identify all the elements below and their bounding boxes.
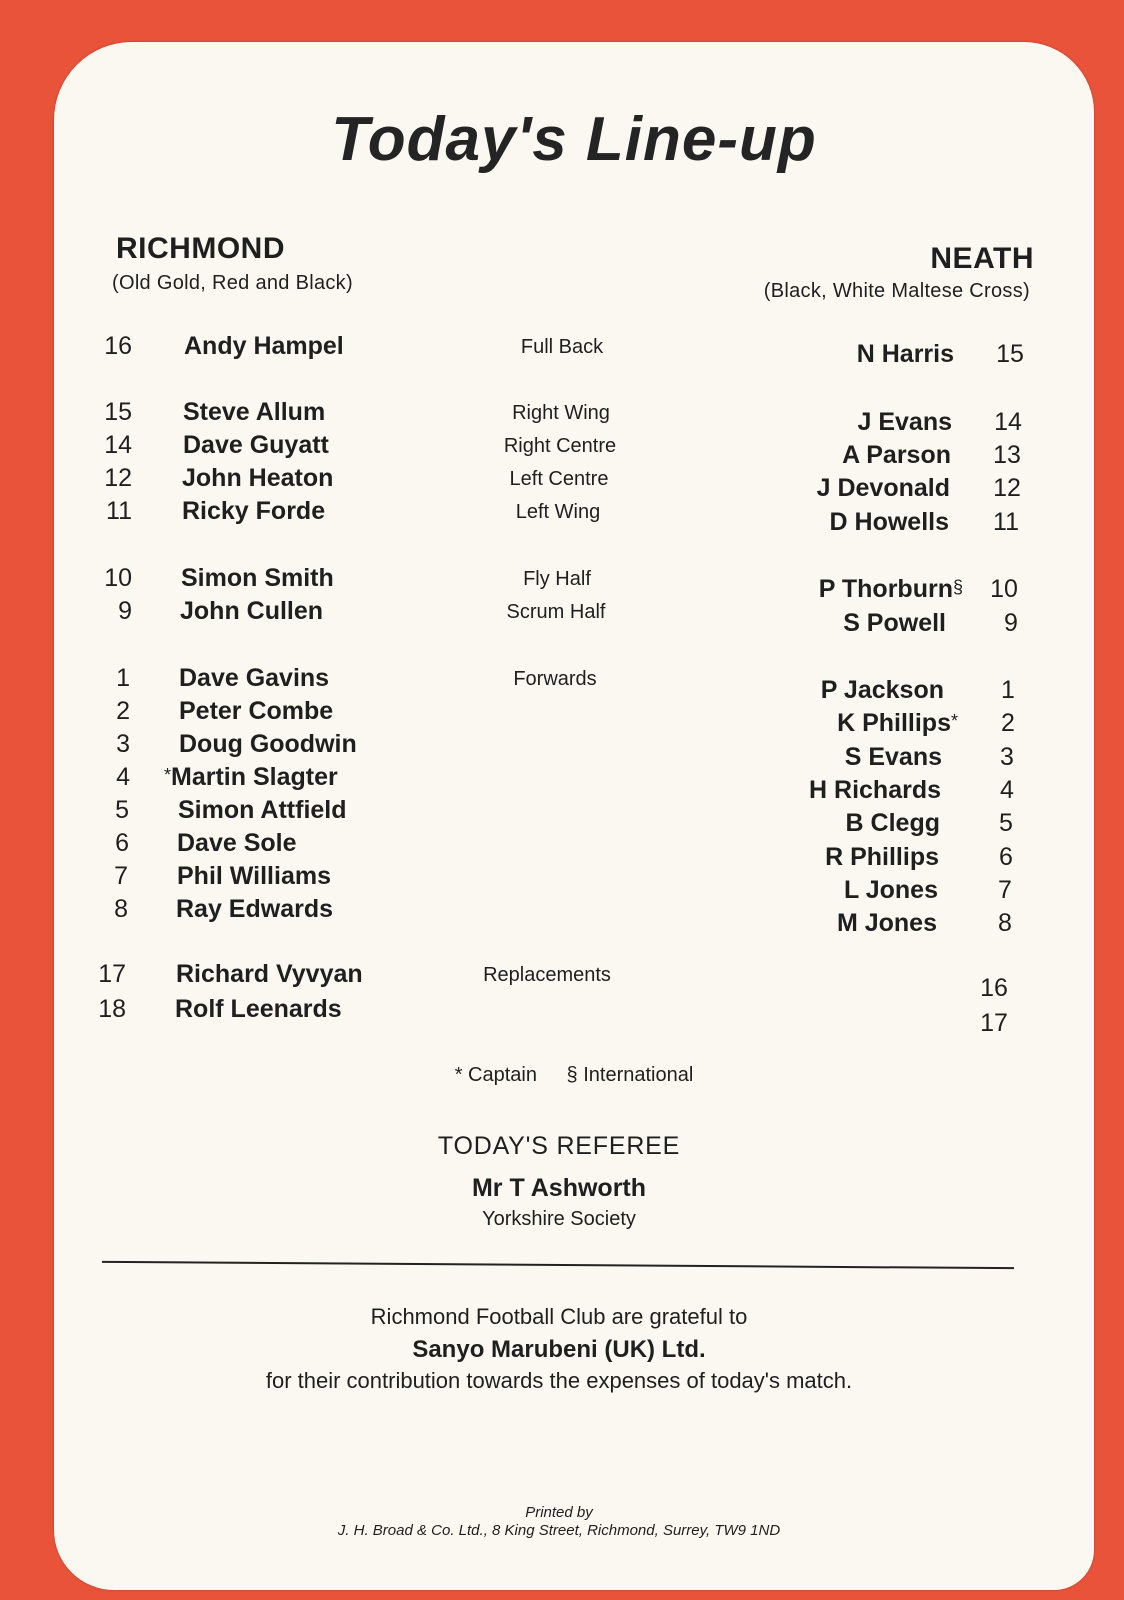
- printer-label: Printed by: [525, 1504, 593, 1521]
- lineup-row: [54, 862, 1094, 904]
- position-label: Replacements: [483, 964, 611, 986]
- sponsor-line-1: Richmond Football Club are grateful to: [370, 1304, 748, 1329]
- home-team-colours: (Old Gold, Red and Black): [112, 272, 353, 294]
- referee-name: Mr T Ashworth: [471, 1174, 647, 1202]
- away-player-name: [857, 340, 954, 369]
- home-player-name: [176, 895, 333, 924]
- lineup-row: [54, 895, 1094, 937]
- away-shirt-number: 2: [1001, 709, 1015, 737]
- home-player-name: [183, 398, 325, 427]
- home-shirt-number: 14: [104, 431, 132, 459]
- home-player-label: Simon Attfield: [178, 796, 347, 824]
- divider-line: [102, 1261, 1014, 1269]
- lineup-row: [54, 763, 1094, 804]
- away-player-label: L Jones: [843, 876, 938, 904]
- lineup-row: [54, 497, 1094, 536]
- away-shirt-number: 5: [999, 809, 1013, 837]
- home-player-name: [179, 730, 357, 759]
- position-label: Full Back: [520, 336, 604, 358]
- home-player-label: Doug Goodwin: [179, 730, 357, 758]
- position-label: Right Centre: [503, 435, 617, 457]
- home-shirt-number: 11: [106, 497, 132, 525]
- away-shirt-number: 1: [1001, 676, 1015, 704]
- away-player-label: K Phillips: [837, 709, 951, 737]
- home-player-name: [179, 697, 333, 726]
- home-shirt-number: 7: [114, 862, 128, 890]
- referee-heading: TODAY'S REFEREE: [437, 1132, 681, 1160]
- lineup-row: [54, 431, 1094, 469]
- home-player-name: [177, 862, 331, 891]
- away-shirt-number: 12: [993, 474, 1021, 502]
- away-shirt-number: 16: [980, 974, 1008, 1002]
- away-player-label: P Jackson: [820, 676, 944, 704]
- away-player-name: [843, 609, 946, 638]
- home-player-label: Simon Smith: [181, 564, 334, 592]
- home-player-label: Phil Williams: [177, 862, 331, 890]
- away-shirt-number: 13: [993, 441, 1021, 469]
- home-player-name: [184, 332, 344, 361]
- away-shirt-number: 3: [1000, 743, 1014, 771]
- away-shirt-number: 6: [999, 843, 1013, 871]
- away-team-name: NEATH: [930, 242, 1034, 275]
- lineup-row: [54, 730, 1094, 771]
- lineup-row: [54, 597, 1094, 637]
- position-label: Forwards: [513, 668, 597, 690]
- home-shirt-number: 6: [115, 829, 129, 857]
- home-shirt-number: 10: [104, 564, 132, 592]
- home-player-name: [183, 431, 329, 460]
- captain-key: * Captain: [454, 1064, 537, 1086]
- international-key: § International: [566, 1064, 694, 1086]
- away-player-label: D Howells: [829, 508, 949, 536]
- home-player-label: Richard Vyvyan: [176, 960, 363, 988]
- home-player-name: [182, 497, 325, 526]
- lineup-row: [54, 995, 1094, 1037]
- home-shirt-number: 3: [116, 730, 130, 758]
- home-player-name: [176, 960, 363, 989]
- home-player-label: John Heaton: [182, 464, 334, 492]
- away-player-label: R Phillips: [825, 843, 939, 871]
- home-player-name: [177, 829, 297, 858]
- away-player-label: J Evans: [857, 408, 952, 436]
- home-player-label: Martin Slagter: [171, 763, 338, 791]
- lineup-row: [54, 960, 1094, 1002]
- referee-society: Yorkshire Society: [482, 1208, 636, 1230]
- home-player-label: John Cullen: [180, 597, 324, 625]
- away-player-label: S Evans: [844, 743, 942, 771]
- away-team-colours: (Black, White Maltese Cross): [763, 280, 1030, 302]
- away-shirt-number: 11: [993, 508, 1019, 536]
- home-player-label: Steve Allum: [183, 398, 326, 426]
- home-player-label: Rolf Leenards: [175, 995, 342, 1023]
- printer-address: J. H. Broad & Co. Ltd., 8 King Street, Richmond, Surrey, TW9 1ND: [337, 1522, 781, 1539]
- lineup-row: [54, 796, 1094, 837]
- lineup-row: [54, 664, 1094, 704]
- away-shirt-number: 7: [998, 876, 1012, 904]
- position-label: Left Wing: [515, 501, 601, 523]
- home-shirt-number: 18: [98, 995, 126, 1023]
- home-shirt-number: 15: [104, 398, 132, 426]
- home-shirt-number: 8: [114, 895, 128, 923]
- home-player-label: Ray Edwards: [176, 895, 334, 923]
- away-shirt-number: 10: [990, 575, 1018, 603]
- home-player-label: Dave Sole: [177, 829, 297, 857]
- away-shirt-number: 8: [998, 909, 1012, 937]
- sponsor-line-3: for their contribution towards the expenses of today's match.: [265, 1368, 853, 1393]
- lineup-row: [54, 464, 1094, 502]
- lineup-row: [54, 697, 1094, 737]
- away-player-label: S Powell: [843, 609, 946, 637]
- away-player-label: P Thorburn: [818, 575, 953, 603]
- away-shirt-number: 15: [996, 340, 1024, 368]
- home-player-name: [178, 796, 347, 825]
- away-player-label: J Devonald: [816, 474, 950, 502]
- lineup-row: [54, 332, 1094, 366]
- position-label: Left Centre: [509, 468, 609, 490]
- position-label: Right Wing: [512, 402, 610, 424]
- home-shirt-number: 16: [104, 332, 132, 360]
- lineup-row: [54, 564, 1094, 603]
- home-player-name: [180, 597, 323, 626]
- key-legend: [54, 1064, 1094, 1087]
- position-label: Fly Half: [523, 568, 591, 590]
- home-player-label: Peter Combe: [179, 697, 334, 725]
- away-shirt-number: 17: [980, 1009, 1008, 1037]
- home-player-name: [175, 995, 342, 1024]
- away-player-label: N Harris: [856, 340, 954, 368]
- home-player-label: Dave Gavins: [179, 664, 330, 692]
- away-player-label: A Parson: [842, 441, 951, 469]
- home-shirt-number: 5: [115, 796, 129, 824]
- home-player-label: Andy Hampel: [184, 332, 344, 360]
- home-shirt-number: 2: [116, 697, 130, 725]
- home-player-name: [181, 564, 334, 593]
- position-label: Scrum Half: [506, 601, 606, 623]
- captain-mark: *: [950, 711, 958, 731]
- lineup-row: [54, 829, 1094, 871]
- page-title: Today's Line-up: [331, 105, 817, 174]
- away-shirt-number: 14: [994, 408, 1022, 436]
- away-shirt-number: 4: [1000, 776, 1014, 804]
- away-shirt-number: 9: [1004, 609, 1018, 637]
- home-shirt-number: 4: [116, 763, 130, 791]
- sponsor-company: Sanyo Marubeni (UK) Ltd.: [412, 1336, 706, 1363]
- home-shirt-number: 9: [118, 597, 132, 625]
- away-player-name: [837, 909, 937, 938]
- captain-mark: *: [164, 765, 172, 785]
- programme-page: [54, 42, 1094, 1590]
- home-player-label: Ricky Forde: [182, 497, 326, 525]
- home-player-name: [164, 763, 338, 792]
- away-player-name: [830, 508, 949, 537]
- lineup-row: [54, 398, 1094, 436]
- away-player-label: M Jones: [836, 909, 937, 937]
- away-player-label: B Clegg: [845, 809, 940, 837]
- home-shirt-number: 1: [116, 664, 130, 692]
- home-shirt-number: 17: [98, 960, 126, 988]
- international-mark: §: [952, 577, 963, 597]
- home-player-name: [179, 664, 329, 693]
- home-shirt-number: 12: [104, 464, 132, 492]
- home-player-label: Dave Guyatt: [183, 431, 329, 459]
- away-player-label: H Richards: [809, 776, 941, 804]
- home-player-name: [182, 464, 333, 493]
- home-team-name: RICHMOND: [116, 232, 285, 265]
